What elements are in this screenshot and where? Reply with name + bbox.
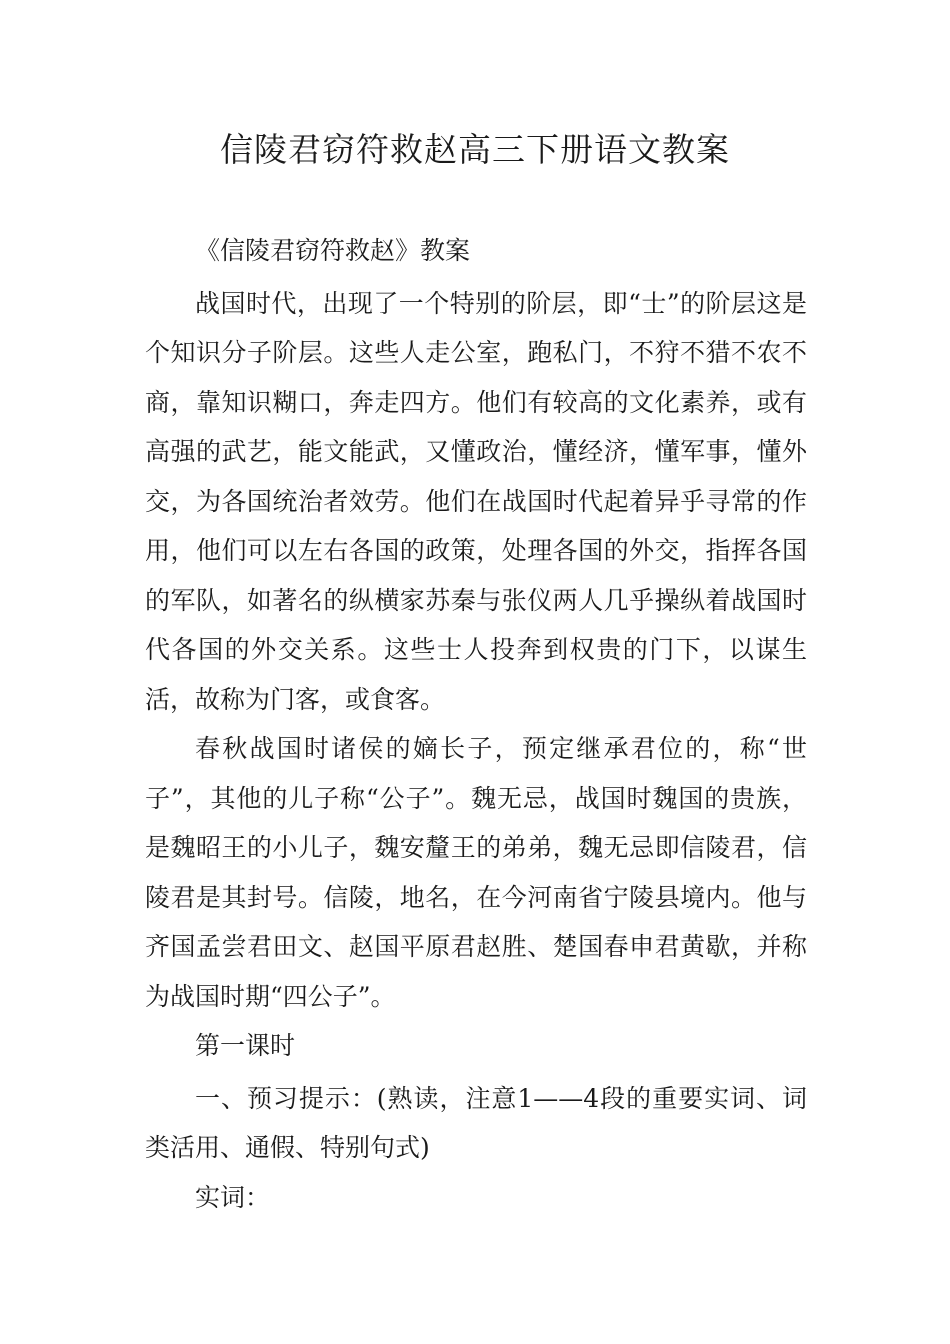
lesson-heading: 第一课时 bbox=[195, 1031, 296, 1060]
vocabulary-heading: 实词： bbox=[195, 1182, 271, 1212]
preview-tips-paragraph: 一、预习提示：(熟读，注意1——4段的重要实词、词类活用、通假、特别句式) bbox=[145, 1083, 807, 1162]
document-title: 信陵君窃符救赵高三下册语文教案 bbox=[220, 130, 730, 169]
paragraph-gongzi-background: 春秋战国时诸侯的嫡长子，预定继承君位的，称“世子”，其他的儿子称“公子”。魏无忌，战国时魏国的贵族，是魏昭王的小儿子，魏安釐王的弟弟，魏无忌即信陵君，信陵君是其封号。信陵，地名，在今河南省宁陵县境内。他与齐国孟尝君田文、赵国平原君赵胜、楚国春申君黄歇，并称为战国时期“四公子”。 bbox=[145, 734, 807, 1011]
paragraph-scholar-class: 战国时代，出现了一个特别的阶层，即“士”的阶层这是个知识分子阶层。这些人走公室，跑私门，不狩不猎不农不商，靠知识糊口，奔走四方。他们有较高的文化素养，或有高强的武艺，能文能武，又懂政治，懂经济，懂军事，懂外交，为各国统治者效劳。他们在战国时代起着异乎寻常的作用，他们可以左右各国的政策，处理各国的外交，指挥各国的军队，如著名的纵横家苏秦与张仪两人几乎操纵着战国时代各国的外交关系。这些士人投奔到权贵的门下，以谋生活，故称为门客，或食客。 bbox=[145, 288, 807, 714]
subtitle-paragraph: 《信陵君窃符救赵》教案 bbox=[195, 236, 471, 265]
document-body bbox=[145, 226, 807, 1222]
